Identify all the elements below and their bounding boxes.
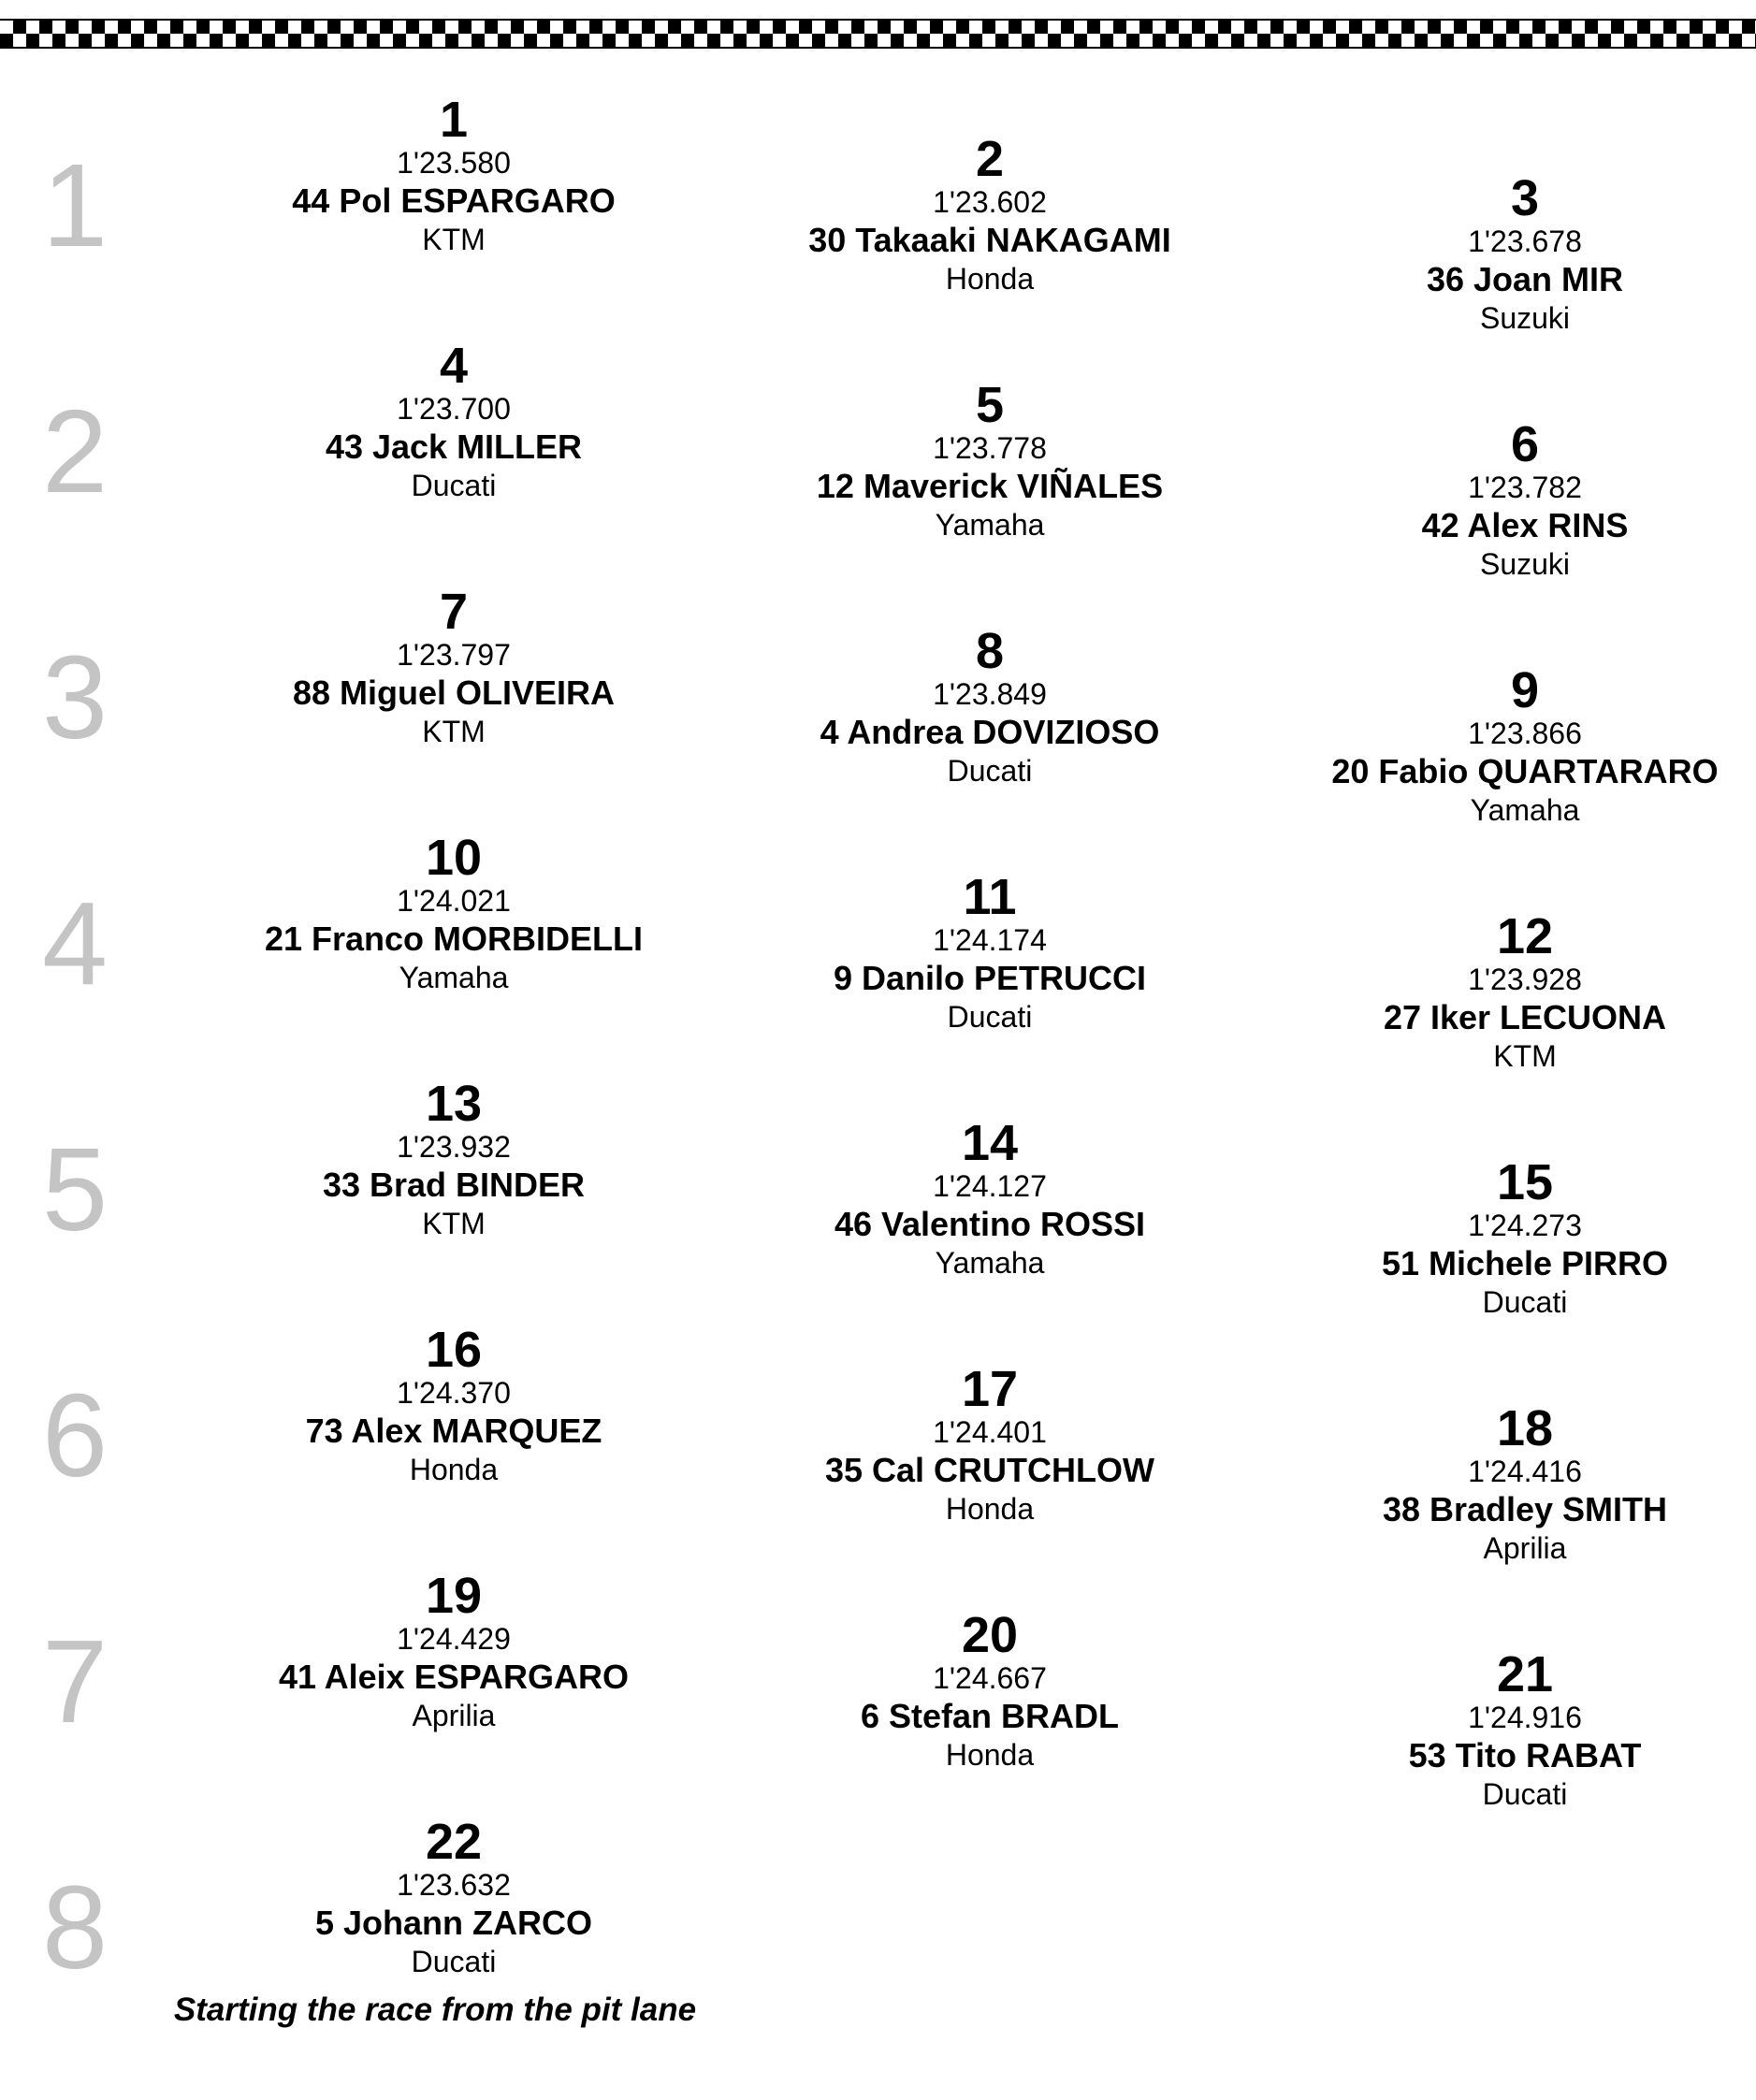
team-name: Yamaha	[1470, 793, 1580, 827]
grid-row-number: 2	[41, 385, 109, 517]
team-name: KTM	[422, 1207, 486, 1240]
team-name: Suzuki	[1479, 547, 1571, 581]
rider-name: 5 Johann ZARCO	[314, 1904, 592, 1942]
team-name: Ducati	[1482, 1777, 1568, 1811]
grid-slot	[756, 623, 1224, 789]
grid-slot	[220, 1568, 688, 1734]
grid-row-number: 6	[41, 1369, 109, 1501]
grid-position: 21	[1496, 1646, 1554, 1702]
rider-name: 53 Tito RABAT	[1408, 1736, 1642, 1774]
grid-slot	[1291, 1400, 1756, 1567]
grid-position: 16	[425, 1322, 483, 1378]
rider-name: 42 Alex RINS	[1421, 506, 1629, 544]
grid-position: 19	[425, 1568, 483, 1624]
grid-slot	[756, 131, 1224, 297]
qualifying-time: 1'23.797	[397, 638, 511, 672]
grid-position: 3	[1510, 170, 1540, 226]
grid-row-number: 1	[41, 139, 109, 271]
grid-position: 10	[425, 830, 483, 886]
grid-position: 12	[1496, 908, 1554, 964]
qualifying-time: 1'23.849	[933, 677, 1047, 711]
rider-name: 12 Maverick VIÑALES	[816, 467, 1164, 505]
rider-name: 21 Franco MORBIDELLI	[264, 920, 644, 958]
grid-slot	[1291, 416, 1756, 583]
team-name: KTM	[1493, 1039, 1557, 1073]
grid-slot	[756, 377, 1224, 543]
grid-slot	[1291, 662, 1756, 829]
grid-row-number: 8	[41, 1861, 109, 1993]
qualifying-time: 1'24.416	[1468, 1455, 1582, 1488]
rider-name: 88 Miguel OLIVEIRA	[292, 673, 616, 712]
grid-position: 22	[425, 1814, 483, 1870]
grid-row-number: 5	[41, 1123, 109, 1255]
rider-name: 51 Michele PIRRO	[1381, 1244, 1669, 1282]
team-name: Ducati	[947, 1000, 1033, 1034]
rider-name: 38 Bradley SMITH	[1382, 1490, 1668, 1528]
grid-position: 8	[975, 623, 1005, 679]
qualifying-time: 1'24.401	[933, 1415, 1047, 1449]
grid-position: 17	[961, 1361, 1019, 1417]
team-name: Ducati	[1482, 1285, 1568, 1319]
grid-position: 5	[975, 377, 1005, 433]
grid-slot	[756, 1361, 1224, 1528]
qualifying-time: 1'23.866	[1468, 717, 1582, 750]
qualifying-time: 1'23.928	[1468, 963, 1582, 996]
team-name: Ducati	[411, 469, 497, 502]
rider-name: 36 Joan MIR	[1426, 260, 1624, 298]
qualifying-time: 1'24.127	[933, 1169, 1047, 1203]
qualifying-time: 1'24.273	[1468, 1209, 1582, 1242]
team-name: Ducati	[947, 754, 1033, 788]
pit-lane-note: Starting the race from the pit lane	[173, 1991, 697, 2028]
grid-row-number: 7	[41, 1615, 109, 1747]
grid-position: 20	[961, 1607, 1019, 1663]
qualifying-time: 1'23.602	[933, 185, 1047, 219]
grid-position: 11	[963, 869, 1017, 925]
grid-slot	[1291, 170, 1756, 337]
grid-slot	[220, 1814, 688, 1980]
grid-slot	[756, 1115, 1224, 1282]
team-name: Yamaha	[399, 961, 509, 994]
team-name: Honda	[945, 262, 1035, 296]
grid-slot	[220, 338, 688, 504]
grid-slot	[1291, 1154, 1756, 1321]
checkered-flag-banner	[0, 19, 1756, 49]
rider-name: 46 Valentino ROSSI	[834, 1205, 1146, 1243]
qualifying-time: 1'23.782	[1468, 471, 1582, 504]
team-name: Yamaha	[935, 1246, 1045, 1280]
team-name: Aprilia	[412, 1699, 496, 1732]
rider-name: 43 Jack MILLER	[325, 427, 583, 466]
qualifying-time: 1'23.678	[1468, 224, 1582, 258]
grid-position: 4	[439, 338, 469, 394]
grid-slot	[756, 869, 1224, 1036]
grid-slot	[220, 830, 688, 996]
grid-position: 18	[1496, 1400, 1554, 1456]
team-name: Honda	[945, 1492, 1035, 1526]
grid-slot	[1291, 908, 1756, 1075]
grid-position: 7	[439, 584, 469, 640]
team-name: Aprilia	[1483, 1531, 1567, 1565]
qualifying-time: 1'23.632	[397, 1868, 511, 1902]
qualifying-time: 1'23.778	[933, 431, 1047, 465]
grid-slot	[220, 92, 688, 258]
rider-name: 41 Aleix ESPARGARO	[278, 1658, 630, 1696]
qualifying-time: 1'23.932	[397, 1130, 511, 1164]
rider-name: 20 Fabio QUARTARARO	[1331, 752, 1719, 790]
qualifying-time: 1'24.429	[397, 1622, 511, 1656]
rider-name: 35 Cal CRUTCHLOW	[824, 1451, 1155, 1489]
grid-position: 1	[439, 92, 469, 148]
rider-name: 27 Iker LECUONA	[1383, 998, 1667, 1036]
grid-slot	[220, 1076, 688, 1242]
qualifying-time: 1'24.667	[933, 1661, 1047, 1695]
grid-slot	[1291, 1646, 1756, 1813]
grid-slot	[756, 1607, 1224, 1774]
grid-position: 9	[1510, 662, 1540, 718]
rider-name: 9 Danilo PETRUCCI	[833, 959, 1147, 997]
grid-position: 13	[425, 1076, 483, 1132]
grid-row-number: 4	[41, 877, 109, 1009]
team-name: Yamaha	[935, 508, 1045, 542]
qualifying-time: 1'23.580	[397, 146, 511, 180]
grid-row-number: 3	[41, 631, 109, 763]
team-name: KTM	[422, 715, 486, 748]
rider-name: 30 Takaaki NAKAGAMI	[808, 221, 1171, 259]
team-name: Honda	[409, 1453, 499, 1486]
grid-slot	[220, 584, 688, 750]
rider-name: 33 Brad BINDER	[322, 1166, 586, 1204]
grid-position: 14	[961, 1115, 1019, 1171]
team-name: Suzuki	[1479, 301, 1571, 335]
qualifying-time: 1'24.370	[397, 1376, 511, 1410]
qualifying-time: 1'24.174	[933, 923, 1047, 957]
rider-name: 4 Andrea DOVIZIOSO	[820, 713, 1160, 751]
qualifying-time: 1'24.021	[397, 884, 511, 918]
team-name: KTM	[422, 223, 486, 256]
grid-position: 15	[1496, 1154, 1554, 1210]
rider-name: 6 Stefan BRADL	[860, 1697, 1120, 1735]
grid-position: 2	[975, 131, 1005, 187]
team-name: Honda	[945, 1738, 1035, 1772]
grid-slot	[220, 1322, 688, 1488]
qualifying-time: 1'23.700	[397, 392, 511, 426]
rider-name: 44 Pol ESPARGARO	[292, 181, 616, 220]
qualifying-time: 1'24.916	[1468, 1701, 1582, 1734]
grid-position: 6	[1510, 416, 1540, 472]
rider-name: 73 Alex MARQUEZ	[305, 1412, 602, 1450]
team-name: Ducati	[411, 1945, 497, 1978]
